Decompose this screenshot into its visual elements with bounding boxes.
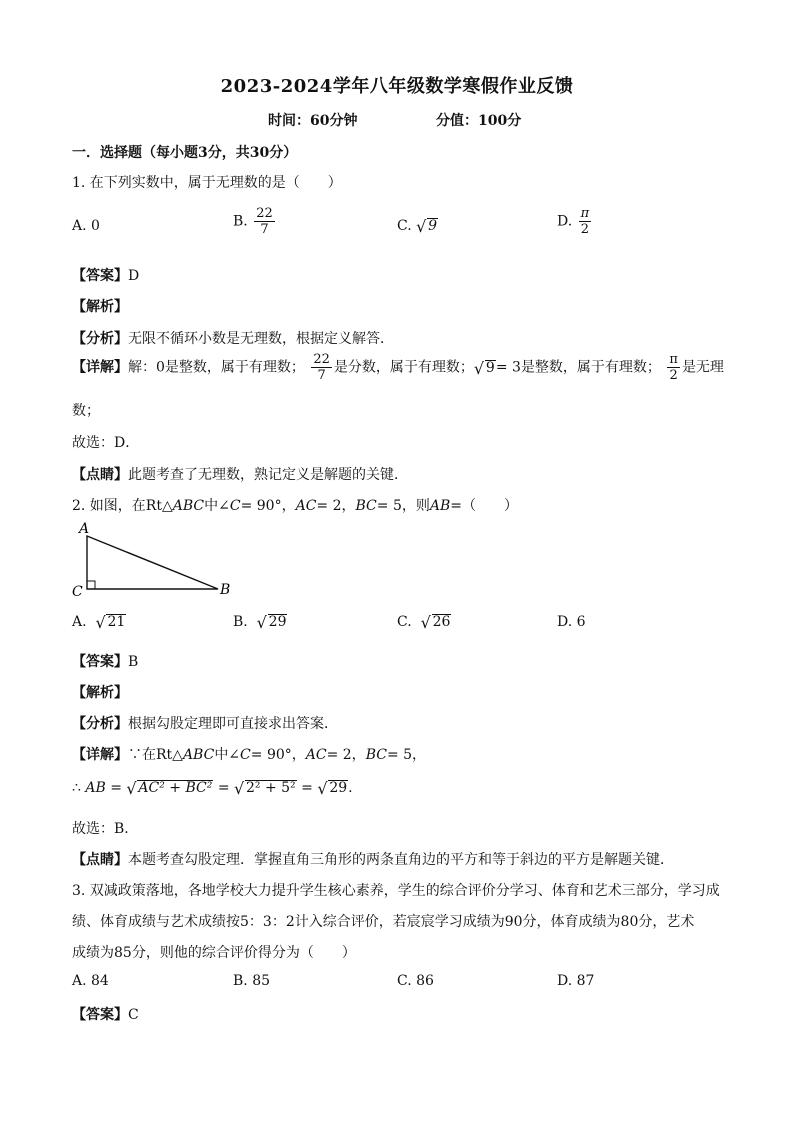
q2-answer-value: B: [128, 654, 139, 670]
q2-fenxi-text: 根据勾股定理即可直接求出答案．: [128, 716, 338, 732]
q1-detail-p2: 是分数，属于有理数；: [333, 359, 474, 376]
q2-option-b-radical: [257, 614, 288, 630]
q2-calc-radicand-3: 29: [329, 780, 348, 796]
q3-option-d: D. 87: [557, 973, 595, 989]
vertex-a-label: A: [79, 521, 90, 537]
q2-calc-ab: AB: [85, 780, 106, 796]
q3-answer: [72, 1004, 139, 1024]
q2-calc-radical-2: [234, 780, 297, 796]
q1-fenxi: [72, 328, 394, 348]
triangle-outline: [87, 536, 218, 589]
vertex-c-label: C: [72, 584, 83, 600]
q2-calc-therefore: ∴: [72, 780, 81, 796]
q2-detail-b: 中∠: [214, 747, 241, 763]
q1-stem: 1. 在下列实数中，属于无理数的是（ ）: [72, 175, 342, 191]
q1-detail-fraction: [311, 352, 332, 383]
q1-option-a: A. 0: [72, 218, 100, 234]
q2-option-c-radicand: 26: [432, 614, 451, 630]
q2-detail-a: ∵在Rt△: [128, 747, 183, 763]
time-limit: 时间：60分钟: [268, 113, 358, 129]
q2-detail-c: C: [240, 747, 251, 763]
q2-detail-f: = 5，: [386, 747, 427, 763]
q2-option-a: [72, 614, 126, 630]
q2-calculation: [72, 780, 353, 796]
q2-calc-radical-3: [317, 780, 348, 796]
q1-detail-p4: 是无理: [681, 359, 724, 376]
section-heading: 一．选择题（每小题3分，共30分）: [72, 145, 298, 161]
q2-calc-eq3: =: [301, 780, 313, 796]
q1-detail-frac-den: 7: [317, 368, 326, 383]
q3-stem-line-3: 成绩为85分，则他的综合评价得分为（ ）: [72, 945, 356, 961]
q2-answer-label: 【答案】: [72, 654, 128, 670]
q2-detail-d: = 90°，: [250, 747, 306, 763]
q2-detail: [72, 744, 426, 764]
q2-calc-radical-1: [126, 780, 213, 796]
q1-detail-label: 【详解】: [72, 359, 128, 376]
q1-choose: 故选：D．: [72, 435, 140, 451]
q1-detail-p1: 解：0是整数，属于有理数；: [128, 359, 305, 376]
q2-option-a-radicand: 21: [107, 614, 126, 630]
q1-detail-radicand: 9: [485, 359, 495, 376]
q2-stem-ab: AB: [429, 498, 451, 514]
q2-choose: 故选：B．: [72, 821, 139, 837]
q1-comment-text: 此题考查了无理数，熟记定义是解题的关键．: [128, 467, 408, 483]
q2-detail-e: = 2，: [326, 747, 366, 763]
q2-option-a-radical: [95, 614, 126, 630]
q1-option-b-num: 22: [256, 206, 273, 221]
q1-detail-p3: = 3是整数，属于有理数；: [495, 359, 661, 376]
q1-option-c-prefix: C.: [397, 218, 412, 234]
q2-fenxi-label: 【分析】: [72, 716, 128, 732]
q2-detail-bc: BC: [365, 747, 387, 763]
q2-calc-eq1: =: [110, 780, 122, 796]
q3-stem-line-1: 3. 双减政策落地，各地学校大力提升学生核心素养，学生的综合评价分学习、体育和艺术三部分，学习成: [72, 883, 720, 899]
q2-stem-f: = 5，则: [376, 498, 430, 514]
q2-stem-b: 中∠: [204, 498, 230, 514]
page-title: 2023-2024学年八年级数学寒假作业反馈: [220, 76, 574, 97]
q2-option-b-radicand: 29: [268, 614, 287, 630]
q1-option-d-prefix: D.: [557, 213, 573, 230]
q1-analysis-label: 【解析】: [72, 299, 128, 315]
q1-comment-label: 【点睛】: [72, 467, 128, 483]
q2-calc-radicand-1: AC² + BC²: [138, 780, 213, 796]
q2-stem-g: =（ ）: [450, 498, 518, 514]
q2-calc-end: .: [348, 780, 353, 796]
q2-comment-label: 【点睛】: [72, 852, 128, 868]
q1-detail-radical: [474, 360, 496, 376]
q2-detail-ac: AC: [305, 747, 327, 763]
q3-answer-label: 【答案】: [72, 1007, 128, 1023]
q1-detail-frac-num: 22: [313, 352, 330, 367]
total-score: 分值：100分: [436, 113, 522, 129]
right-angle-marker: [87, 581, 95, 589]
vertex-b-label: B: [220, 582, 231, 598]
q1-option-c-radical: [416, 218, 438, 234]
q1-option-b-prefix: B.: [233, 213, 248, 230]
q3-option-b: B. 85: [233, 973, 271, 989]
q2-option-a-prefix: A.: [72, 614, 87, 630]
q1-detail-pi-fraction: [667, 352, 680, 383]
q2-detail-label: 【详解】: [72, 747, 128, 763]
q1-option-c: [397, 218, 438, 234]
q1-option-d-fraction: [579, 206, 592, 237]
q2-option-c: [397, 614, 451, 630]
q2-answer: [72, 651, 138, 671]
q2-calc-eq2: =: [217, 780, 230, 796]
q2-option-c-radical: [421, 614, 452, 630]
q1-answer-label: 【答案】: [72, 268, 128, 284]
q1-option-d-num: π: [580, 206, 590, 221]
q1-answer-value: D: [128, 268, 140, 284]
q1-fenxi-label: 【分析】: [72, 331, 128, 347]
q2-stem-d: = 90°，: [240, 498, 296, 514]
q2-option-c-prefix: C.: [397, 614, 412, 630]
q1-option-b-den: 7: [260, 222, 269, 237]
q3-option-c: C. 86: [397, 973, 434, 989]
q1-option-c-radicand: 9: [428, 218, 438, 234]
q2-comment-text: 本题考查勾股定理．掌握直角三角形的两条直角边的平方和等于斜边的平方是解题关键．: [128, 852, 674, 868]
q1-option-d-den: 2: [580, 222, 590, 237]
q2-stem-abc: ABC: [172, 498, 205, 514]
q3-option-a: A. 84: [72, 973, 109, 989]
q1-option-d: [557, 206, 593, 237]
q1-option-b-fraction: [254, 206, 275, 237]
q2-stem-c: C: [229, 498, 241, 514]
q2-stem-e: = 2，: [316, 498, 356, 514]
q2-stem-a: 2. 如图，在Rt△: [72, 498, 173, 514]
q2-stem-bc: BC: [355, 498, 377, 514]
q2-calc-radicand-2: 2² + 5²: [246, 780, 296, 796]
q1-option-b: [233, 206, 277, 237]
q2-detail-abc: ABC: [182, 747, 215, 763]
q2-option-b: [233, 614, 287, 630]
q1-detail-cont: 数；: [72, 403, 100, 419]
q1-answer: [72, 265, 139, 285]
q2-analysis-label: 【解析】: [72, 685, 128, 701]
q2-comment: [72, 849, 674, 869]
q3-answer-value: C: [128, 1007, 139, 1023]
q2-option-b-prefix: B.: [233, 614, 248, 630]
q2-stem-ac: AC: [295, 498, 317, 514]
q2-option-d: D. 6: [557, 614, 586, 630]
q2-fenxi: [72, 713, 338, 733]
q1-detail-pi-den: 2: [669, 368, 678, 383]
q3-stem-line-2: 绩、体育成绩与艺术成绩按5：3：2计入综合评价，若宸宸学习成绩为90分，体育成绩为80分，艺术: [72, 914, 695, 930]
q1-fenxi-text: 无限不循环小数是无理数，根据定义解答．: [128, 331, 394, 347]
q2-stem: [72, 495, 518, 515]
q1-comment: [72, 464, 408, 484]
q1-detail-pi-num: π: [669, 352, 678, 367]
q1-detail: [72, 352, 724, 383]
right-triangle-figure: [70, 518, 240, 602]
